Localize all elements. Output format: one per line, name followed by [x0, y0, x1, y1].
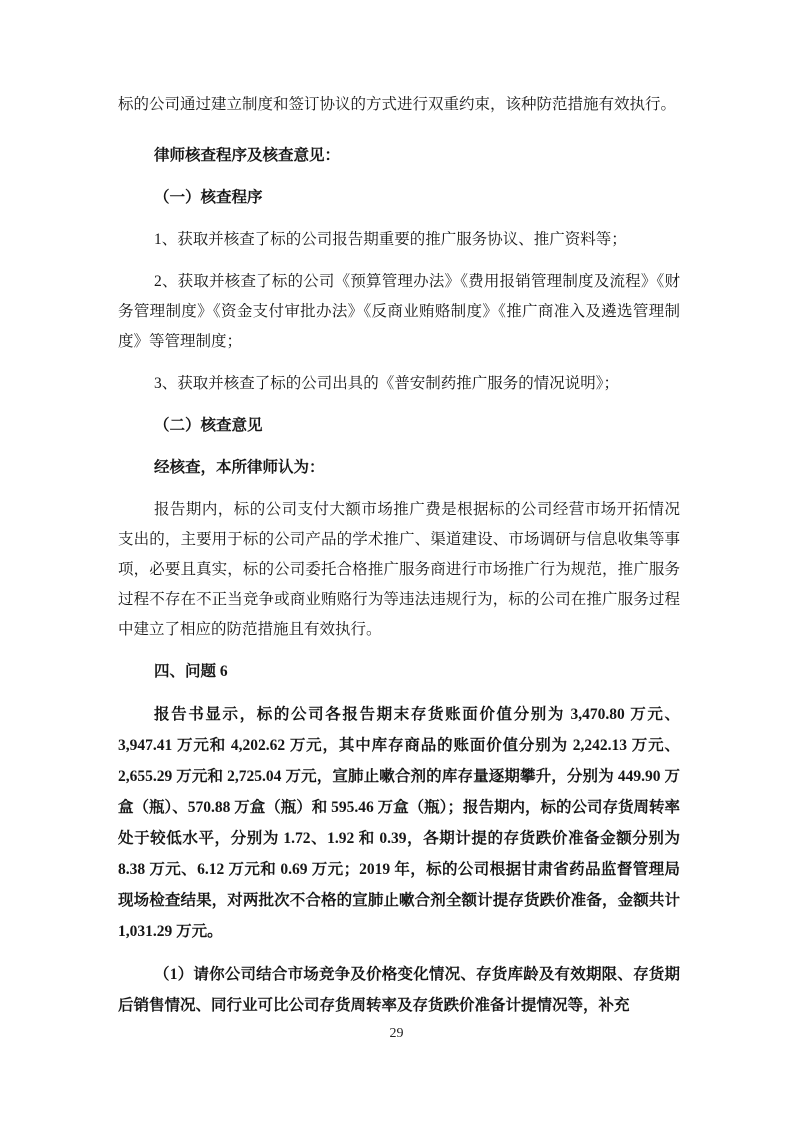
paragraph-procedure-item-1: 1、获取并核查了标的公司报告期重要的推广服务协议、推广资料等； [154, 231, 627, 248]
heading-lawyer-opinion-lead: 经核查，本所律师认为： [154, 459, 325, 476]
paragraph-request-item-1: （1）请你公司结合市场竞争及价格变化情况、存货库龄及有效期限、存货期后销售情况、同行业可比公司存货周转率及存货跌价准备计提情况等，补充 [118, 966, 680, 1014]
paragraph-procedure-item-3: 3、获取并核查了标的公司出具的《普安制药推广服务的情况说明》； [154, 375, 620, 392]
heading-question-6: 四、问题 6 [154, 663, 228, 680]
heading-lawyer-verification: 律师核查程序及核查意见： [154, 147, 341, 164]
heading-verification-opinion: （二）核查意见 [154, 417, 263, 434]
paragraph-opinion-body: 报告期内，标的公司支付大额市场推广费是根据标的公司经营市场开拓情况支出的，主要用于标的公司产品的学术推广、渠道建设、市场调研与信息收集等事项，必要且真实，标的公司委托合格推广服务商进行市场推广行为规范，推广服务过程不存在不正当竞争或商业贿赂行为等违法违规行为，标的公司在推广服务过程中建立了相应的防范措施且有效执行。 [118, 501, 680, 638]
paragraph-procedure-item-2: 2、获取并核查了标的公司《预算管理办法》《费用报销管理制度及流程》《财务管理制度》《资金支付审批办法》《反商业贿赂制度》《推广商准入及遴选管理制度》等管理制度； [118, 273, 680, 350]
paragraph-inventory-figures: 报告书显示，标的公司各报告期末存货账面价值分别为 3,470.80 万元、3,947.41 万元和 4,202.62 万元，其中库存商品的账面价值分别为 2,242.13 万元、2,655.29 万元和 2,725.04 万元，宣肺止嗽合剂的库存量逐期攀升，分别为 449.90 万盒（瓶）、570.88 万盒（瓶）和 595.46 万盒（瓶）；报告期内，标的公司存货周转率处于较低水平，分别为 1.72、1.92 和 0.39，各期计提的存货跌价准备金额分别为 8.38 万元、6.12 万元和 0.69 万元；2019 年，标的公司根据甘肃省药品监督管理局现场检查结果，对两批次不合格的宣肺止嗽合剂全额计提存货跌价准备，金额共计 1,031.29 万元。 [118, 706, 680, 940]
heading-verification-procedure: （一）核查程序 [154, 189, 263, 206]
paragraph-continuation: 标的公司通过建立制度和签订协议的方式进行双重约束，该种防范措施有效执行。 [118, 96, 677, 113]
page-number: 29 [389, 1026, 404, 1041]
